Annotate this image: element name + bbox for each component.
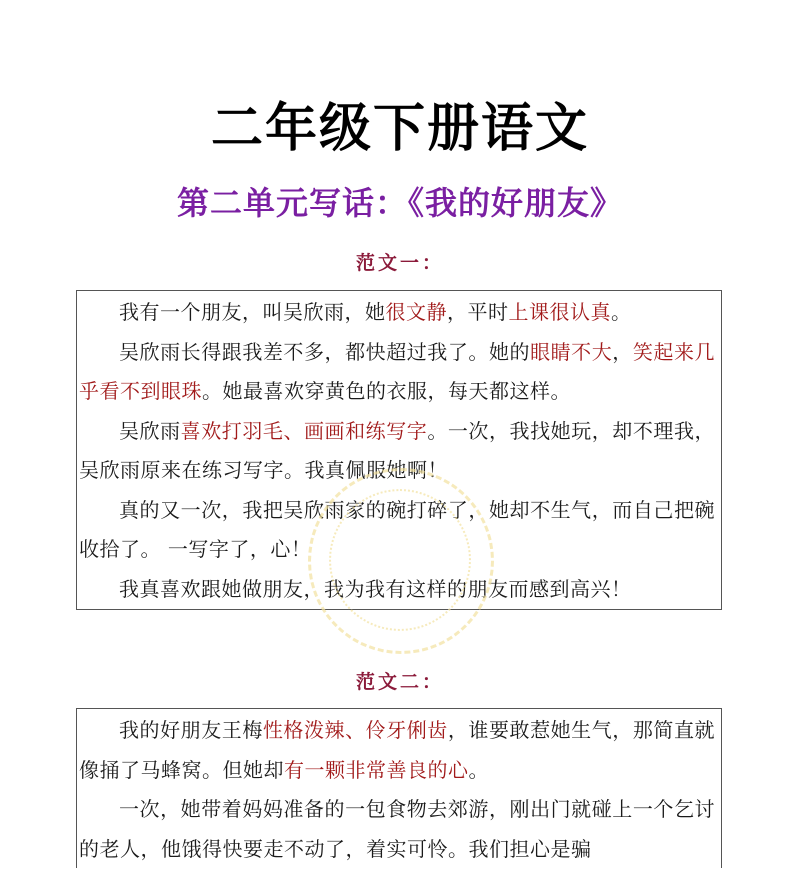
highlight-segment: 有一颗非常善良的心 (284, 757, 469, 782)
highlight-segment: 眼睛不大 (530, 339, 613, 364)
watermark-seal-icon (308, 468, 494, 654)
essay1-paragraph-5: 我真喜欢跟她做朋友，我为我有这样的朋友而感到高兴！ (119, 576, 632, 601)
essay1-label: 范文一： (355, 252, 444, 274)
text-segment: 我的好朋友王梅 (119, 718, 263, 742)
text-segment: ，平时 (447, 300, 509, 324)
essay1-paragraph-2 (79, 333, 715, 412)
text-segment: ，谁要敢惹她生气，那简直就像捅了马蜂窝。但她却 (79, 718, 716, 782)
essay1-paragraph-4: 真的又一次，我把吴欣雨家的碗打碎了，她却不生气，而自己把碗收拾了。 一写字了，心！ (79, 497, 715, 561)
text-segment: 。 (611, 300, 632, 324)
highlight-segment: 喜欢打羽毛、画画和练写字 (180, 418, 428, 443)
text-segment: ， (612, 339, 633, 364)
essay2-label: 范文二： (355, 671, 444, 693)
highlight-segment: 性格泼辣、伶牙俐齿 (262, 718, 448, 742)
essay2-paragraph-1 (79, 711, 715, 790)
text-segment: 。 (468, 757, 489, 782)
text-segment: 吴欣雨长得跟我差不多，都快超过我了。她的 (119, 339, 531, 364)
essay1-paragraph-1 (79, 293, 715, 333)
highlight-segment: 上课很认真 (508, 300, 611, 324)
text-segment: 。一次，我找她玩，却不理我，吴欣雨原来在练习写字。我真佩服她啊！ (79, 418, 716, 482)
essay2-box (76, 708, 722, 868)
page-title: 二年级下册语文 (210, 99, 589, 159)
text-segment: 吴欣雨 (119, 418, 181, 443)
page-subtitle: 第二单元写话：《我的好朋友》 (176, 184, 623, 222)
highlight-segment: 笑起来几乎看不到眼珠 (79, 339, 716, 403)
highlight-segment: 很文静 (385, 300, 447, 324)
essay2-paragraph-2: 一次，她带着妈妈准备的一包食物去郊游，刚出门就碰上一个乞讨的老人，他饿得快要走不动了，着实可怜。我们担心是骗 (79, 797, 715, 861)
text-segment: 我有一个朋友，叫吴欣雨，她 (119, 300, 386, 324)
text-segment: 。她最喜欢穿黄色的衣服，每天都这样。 (202, 379, 571, 403)
